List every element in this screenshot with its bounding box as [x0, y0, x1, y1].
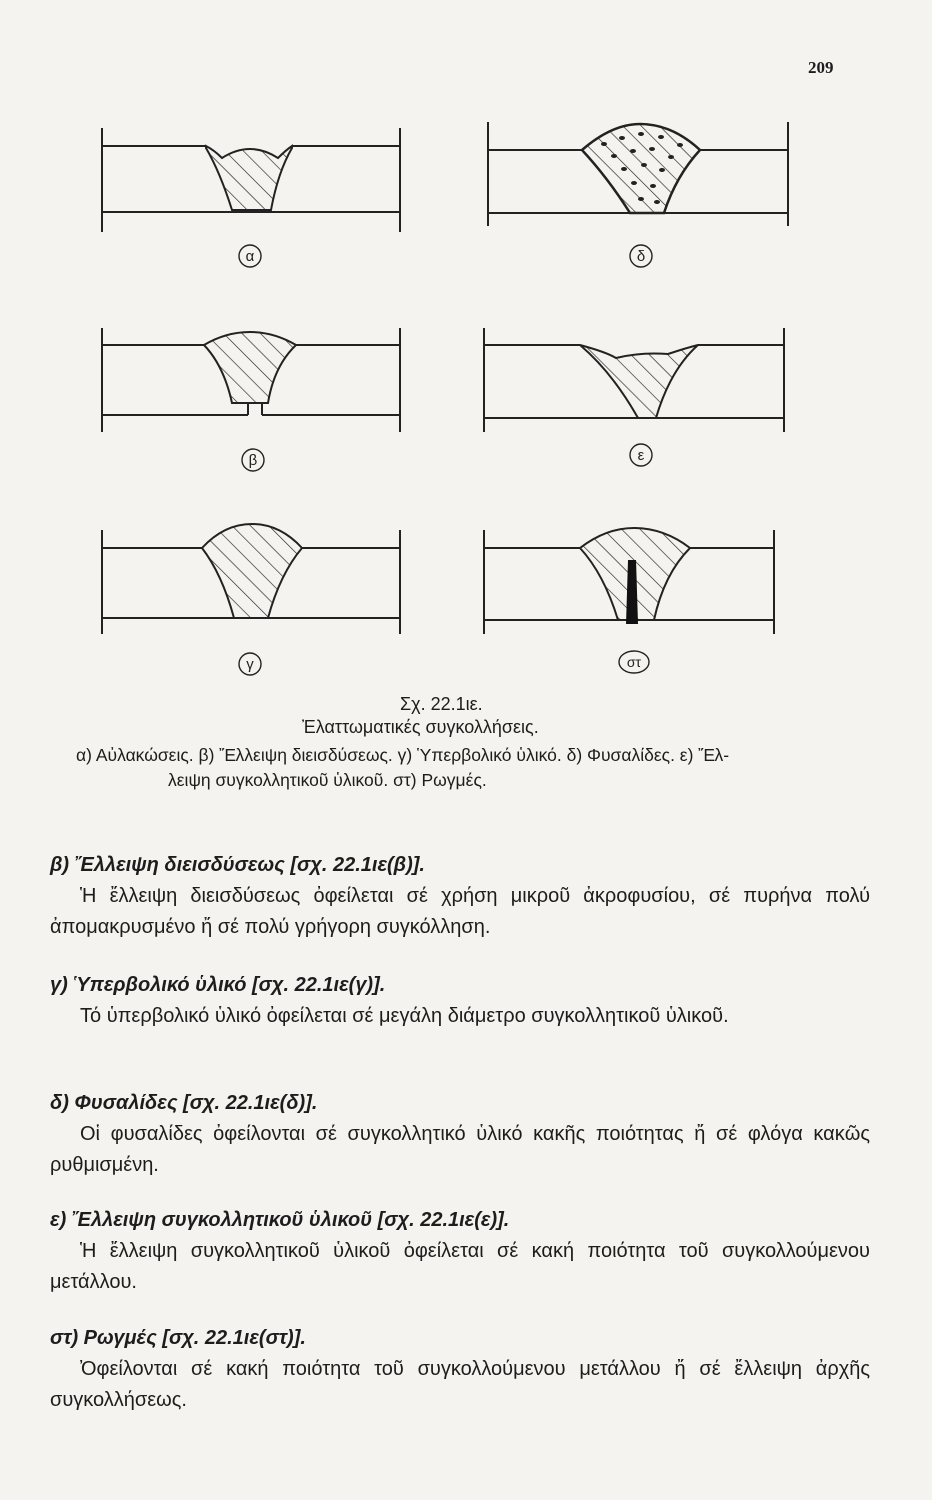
panel-label-st: [619, 651, 649, 673]
panel-label-c: [239, 653, 261, 675]
section-heading: γ) Ὑπερβολικό ὑλικό [σχ. 22.1ιε(γ)].: [50, 974, 386, 996]
section-text: Τό ὑπερβολικό ὑλικό ὀφείλεται σέ μεγάλη διάμετρο συγκολλητικοῦ ὑλικοῦ.: [80, 1005, 729, 1027]
section-heading: στ) Ρωγμές [σχ. 22.1ιε(στ)].: [50, 1327, 306, 1349]
panel-a-undercut: [102, 128, 400, 232]
section-text: Οἱ φυσαλίδες ὀφείλονται σέ συγκολλητικό ὑλικό κακῆς ποιότητας ἤ σέ φλόγα κακῶς ρυθμισμένη.: [50, 1123, 870, 1176]
panel-label-c-text: γ: [246, 656, 254, 673]
section-text: Ἡ ἔλλειψη διεισδύσεως ὀφείλεται σέ χρήση μικροῦ ἀκροφυσίου, σέ πυρήνα πολύ ἀπομακρυσμένο ἤ σέ πολύ γρήγορη συγκόλληση.: [50, 885, 870, 938]
panel-e-lack-of-filler: [484, 328, 784, 432]
section-lack-of-penetration: [50, 852, 870, 943]
section-text: Ὀφείλονται σέ κακή ποιότητα τοῦ συγκολλούμενου μετάλλου ἤ σέ ἔλλειψη ἀρχῆς συγκολλήσεως.: [50, 1358, 870, 1411]
figure-subtitle: Ἐλαττωματικές συγκολλήσεις.: [302, 717, 539, 737]
figure-title: Σχ. 22.1ιε.: [400, 694, 483, 714]
panel-label-d: [630, 245, 652, 267]
section-heading: β) Ἔλλειψη διεισδύσεως [σχ. 22.1ιε(β)].: [50, 854, 425, 876]
section-text: Ἡ ἔλλειψη συγκολλητικοῦ ὑλικοῦ ὀφείλεται σέ κακή ποιότητα τοῦ συγκολλούμενου μετάλλου.: [50, 1240, 870, 1293]
section-heading: δ) Φυσαλίδες [σχ. 22.1ιε(δ)].: [50, 1092, 318, 1114]
panel-b-lack-of-penetration: [102, 328, 400, 432]
panel-label-a: [239, 245, 261, 267]
figure-caption-line-2: λειψη συγκολλητικοῦ ὑλικοῦ. στ) Ρωγμές.: [168, 770, 487, 790]
section-porosity: [50, 1090, 870, 1181]
figure-caption-line-1: α) Αὐλακώσεις. β) Ἔλλειψη διεισδύσεως. γ) Ὑπερβολικό ὑλικό. δ) Φυσαλίδες. ε) Ἔλ-: [76, 745, 730, 765]
section-heading: ε) Ἔλλειψη συγκολλητικοῦ ὑλικοῦ [σχ. 22.1ιε(ε)].: [50, 1209, 510, 1231]
panel-d-porosity: [488, 122, 788, 226]
panel-c-excess-material: [102, 524, 400, 634]
panel-label-a-text: α: [245, 248, 255, 265]
panel-label-b-text: β: [248, 452, 258, 469]
panel-label-e-text: ε: [637, 447, 645, 464]
weld-defects-figure: [0, 0, 932, 690]
panel-label-d-text: δ: [636, 248, 646, 265]
page-number: 209: [808, 58, 834, 77]
section-cracks: [50, 1325, 870, 1416]
panel-label-st-text: στ: [626, 654, 642, 670]
section-lack-of-filler: [50, 1207, 870, 1298]
section-excess-material: [50, 972, 870, 1032]
panel-label-b: [242, 449, 264, 471]
figure-caption: [76, 743, 856, 793]
panel-st-cracks: [484, 528, 774, 634]
panel-label-e: [630, 444, 652, 466]
